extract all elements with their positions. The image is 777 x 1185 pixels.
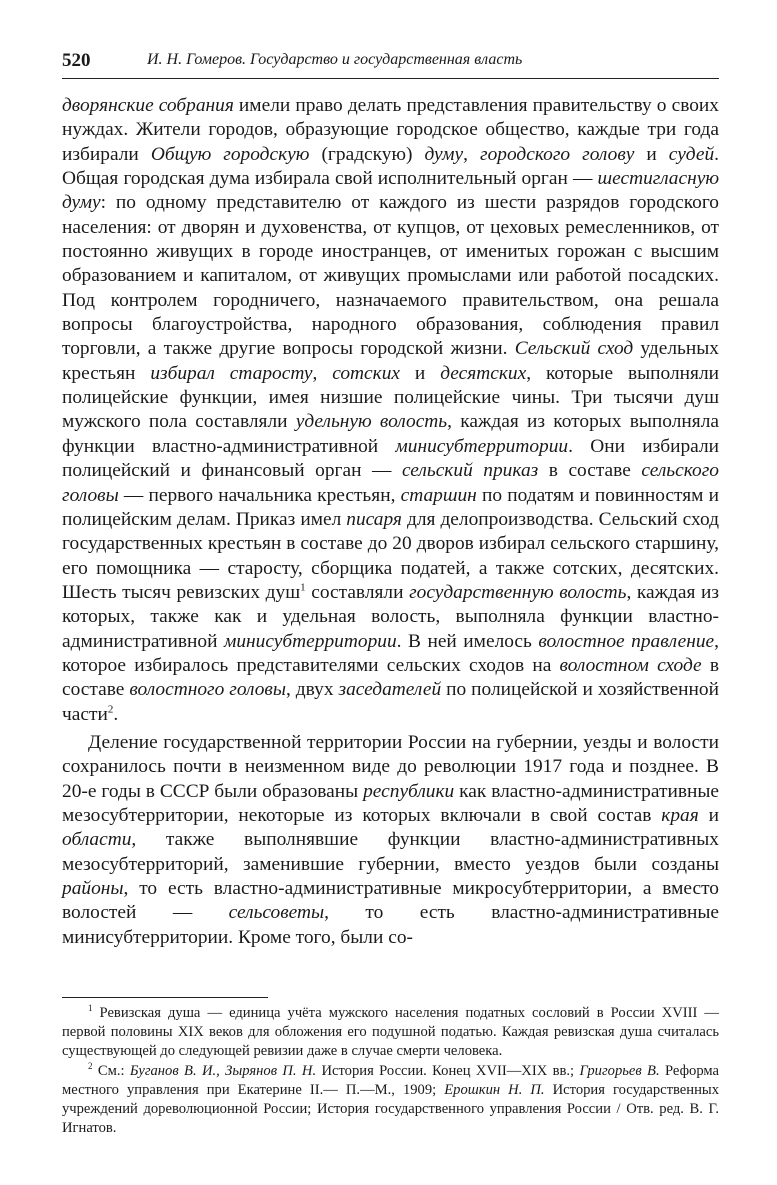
text-run: в составе [62, 654, 724, 701]
text-run: по полицейской и хозяйственной части [62, 679, 724, 725]
footnote-ref: 2 [88, 1060, 93, 1071]
text-run: — первого начальника крестьян, [118, 484, 401, 506]
text-run: : по одному представителю от каждого из шести разрядов городского населения: от дворян и духовенства, от купцов, от цеховых ремесленников, от постоянно живущих в городе иностранцев, от именитых горожан с высшим образованием и капиталом, от живущих промыслами или работой посадских. Под контролем городничего, назначаемого правительством, она решала вопросы благоустройства, народного образования, соблюдения правил торговли, а также другие вопросы городской жизни. [62, 192, 724, 360]
italic-term: судей [668, 143, 715, 165]
text-run: (градскую) [309, 143, 425, 165]
text-run: и [400, 362, 441, 384]
footnotes [62, 1003, 723, 1138]
italic-term: десятских [440, 362, 527, 384]
text-run: и [698, 804, 724, 826]
page-header [62, 44, 719, 79]
text-run: . [113, 703, 119, 725]
italic-term: Общую городскую [150, 143, 310, 165]
text-run: Деление государственной территории России на губернии, уезды и волости сохранилось почти в неизменном виде до революции 1917 года и позднее. В 20-е годы в СССР были образованы [62, 731, 724, 802]
text-run: См.: [92, 1062, 130, 1079]
text-run: и [634, 143, 669, 165]
text-run: , [312, 362, 333, 384]
italic-term: думу [424, 143, 464, 165]
text-run: , каждая из которых, также как и удельная волость, выполняла функции властно-административной [62, 581, 724, 652]
paragraph-1 [62, 94, 724, 727]
footnote-1 [62, 1003, 723, 1062]
italic-term: Сельский сход [514, 338, 634, 360]
italic-term: области [62, 829, 132, 851]
text-run: как властно-административные мезосубтерритории, некоторые из которых включали в свой состав [62, 780, 724, 826]
main-text [62, 94, 724, 950]
paragraph-2 [62, 731, 724, 950]
footnote-ref: 1 [88, 1003, 93, 1014]
text-run: , то есть властно-административные минисубтерритории. Кроме того, были со- [62, 902, 724, 948]
text-run: , двух [285, 679, 339, 701]
italic-term: сельский приказ [401, 460, 539, 482]
text-run: . В ней имелось [396, 630, 539, 652]
italic-term: волостного головы [129, 679, 286, 701]
italic-term: избирал старосту [150, 362, 313, 384]
italic-term: Буганов В. И., Зырянов П. Н. [129, 1062, 317, 1079]
italic-term: писаря [346, 508, 402, 530]
footnote-ref: 2 [107, 703, 114, 716]
italic-term: заседателей [338, 679, 442, 701]
text-run: в составе [538, 460, 642, 482]
text-run: История государственных учреждений дореволюционной России; История государственного управления России / Отв. ред. В. Г. Игнатов. [62, 1081, 723, 1137]
text-run: составляли [305, 581, 410, 603]
italic-term: волостное правление [538, 630, 715, 652]
italic-term: старшин [400, 484, 477, 506]
text-run: Реформа местного управления при Екатерине II.— П.—М., 1909; [62, 1062, 723, 1098]
italic-term: государственную волость [409, 581, 627, 603]
text-run: , [463, 143, 481, 165]
italic-term: минисубтерритории [223, 630, 397, 652]
italic-term: сотских [332, 362, 401, 384]
italic-term: городского голову [480, 143, 635, 165]
text-run: , каждая из которых выполняла функции властно-административной [62, 411, 724, 457]
footnote-ref: 1 [300, 581, 306, 594]
text-run: имели право делать представления правительству о своих нуждах. Жители городов, образующие городское общество, каждые три года избирали [62, 95, 724, 165]
footnote-2 [62, 1060, 723, 1139]
italic-term: волостном сходе [559, 654, 702, 676]
text-run: по податям и повинностям и полицейским делам. Приказ имел [62, 484, 724, 530]
italic-term: республики [363, 780, 455, 802]
text-run: . Они избирали полицейский и финансовый орган — [62, 435, 724, 482]
text-run: , которые выполняли полицейские функции, имея низшие полицейские чины. Три тысячи душ мужского пола составляли [62, 362, 724, 433]
italic-term: сельского головы [62, 460, 724, 506]
text-run: . Общая городская дума избирала свой исполнительный орган — [62, 143, 724, 190]
italic-term: Ерошкин Н. П. [444, 1081, 545, 1098]
text-run: , то есть властно-административные микросубтерритории, а вместо волостей — [62, 878, 724, 924]
italic-term: края [661, 804, 699, 826]
footnote-rule [62, 997, 268, 998]
italic-term: минисубтерритории [395, 435, 569, 457]
running-title: И. Н. Гомеров. Государство и государственная власть [147, 51, 523, 68]
text-run: Ревизская душа — единица учёта мужского населения податных сословий в России XVIII — первой половины XIX веков для обложения его подушной податью. Каждая ревизская душа считалась существующей до следующей ревизии даже в случае смерти человека. [62, 1005, 723, 1060]
text-run: для делопроизводства. Сельский сход государственных крестьян в составе до 20 дворов избирал сельского старшину, его помощника — старосту, сборщика податей, а также сотских, десятских. Шесть тысяч ревизских душ [62, 508, 724, 603]
italic-term: сельсоветы [228, 902, 325, 924]
italic-term: дворянские собрания [62, 95, 234, 116]
italic-term: районы [62, 878, 124, 899]
page-number: 520 [62, 50, 91, 71]
text-run: , также выполнявшие функции властно-административных мезосубтерриторий, заменившие губернии, вместо уездов были созданы [62, 829, 724, 875]
italic-term: шестигласную думу [62, 168, 724, 214]
text-run: , которое избиралось представителями сельских сходов на [62, 630, 724, 676]
italic-term: удельную волость [295, 411, 448, 433]
text-run: История России. Конец XVII—XIX вв.; [316, 1062, 580, 1079]
text-run: удельных крестьян [62, 338, 724, 384]
italic-term: Григорьев В. [579, 1062, 660, 1079]
